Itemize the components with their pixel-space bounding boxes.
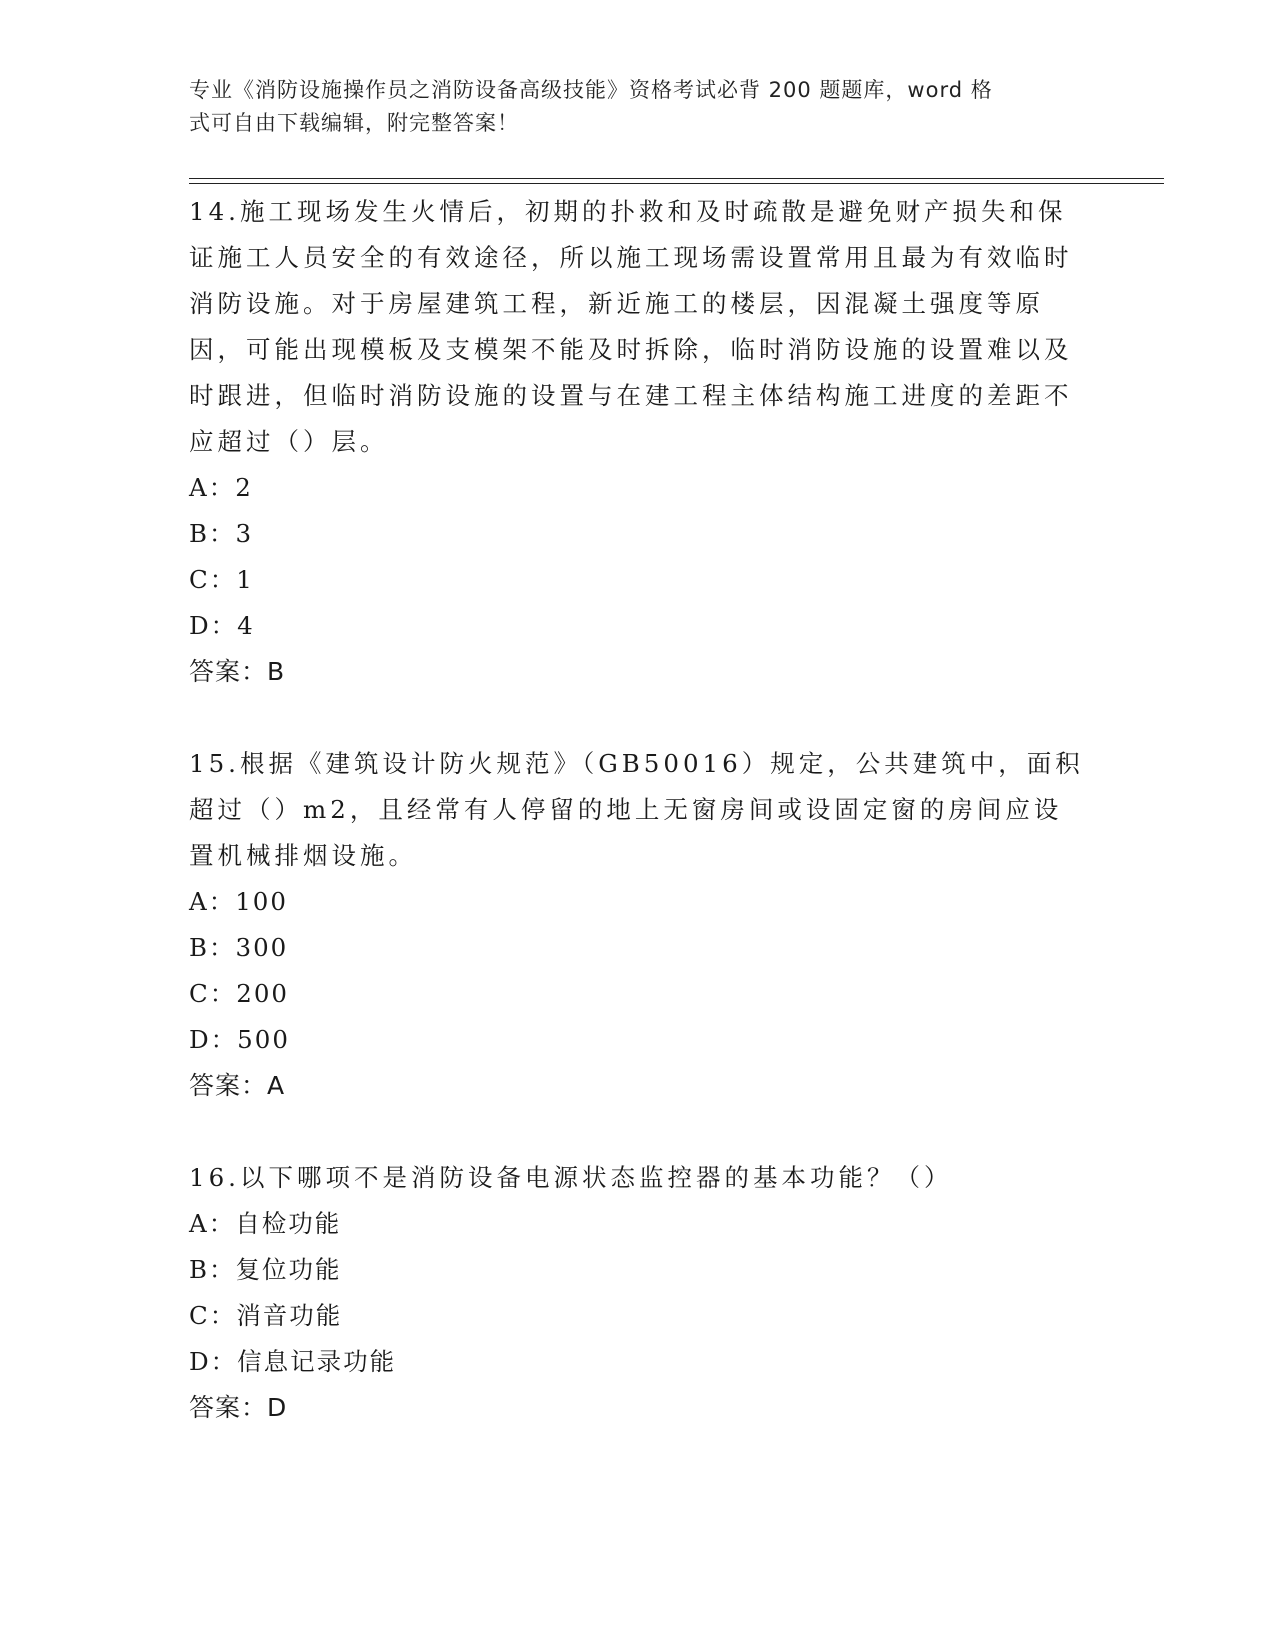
option-d: D：4: [189, 611, 255, 640]
header-line-1: 专业《消防设施操作员之消防设备高级技能》资格考试必背 200 题题库，word 格: [189, 78, 993, 102]
option-b: B：300: [189, 933, 289, 962]
option-d: D：500: [189, 1025, 290, 1054]
question-14: [189, 189, 1089, 695]
answer-line: 答案：A: [189, 1071, 286, 1100]
option-b: B：复位功能: [189, 1255, 342, 1284]
answer-line: 答案：B: [189, 657, 286, 686]
question-stem: 14.施工现场发生火情后，初期的扑救和及时疏散是避免财产损失和保证施工人员安全的有效途径，所以施工现场需设置常用且最为有效临时消防设施。对于房屋建筑工程，新近施工的楼层，因混凝土强度等原因，可能出现模板及支模架不能及时拆除，临时消防设施的设置难以及时跟进，但临时消防设施的设置与在建工程主体结构施工进度的差距不应超过（）层。: [189, 197, 1073, 456]
question-spacer: [189, 695, 1089, 741]
option-d: D：信息记录功能: [189, 1347, 397, 1376]
option-b: B：3: [189, 519, 254, 548]
question-list: [189, 189, 1089, 1431]
answer-line: 答案：D: [189, 1393, 288, 1422]
question-15: [189, 741, 1089, 1109]
question-stem: 16.以下哪项不是消防设备电源状态监控器的基本功能？（）: [189, 1163, 953, 1192]
option-c: C：200: [189, 979, 290, 1008]
option-c: C：1: [189, 565, 254, 594]
question-stem: 15.根据《建筑设计防火规范》（GB50016）规定，公共建筑中，面积超过（）m2，且经常有人停留的地上无窗房间或设固定窗的房间应设置机械排烟设施。: [189, 749, 1084, 870]
option-c: C：消音功能: [189, 1301, 343, 1330]
option-a: A：100: [189, 887, 288, 916]
option-a: A：2: [189, 473, 253, 502]
question-spacer: [189, 1109, 1089, 1155]
option-a: A：自检功能: [189, 1209, 342, 1238]
header-rule-top: [189, 178, 1164, 179]
header-line-2: 式可自由下载编辑，附完整答案！: [189, 111, 519, 135]
document-header: [189, 74, 1089, 140]
question-16: [189, 1155, 1089, 1431]
header-rule-bottom: [189, 183, 1164, 184]
